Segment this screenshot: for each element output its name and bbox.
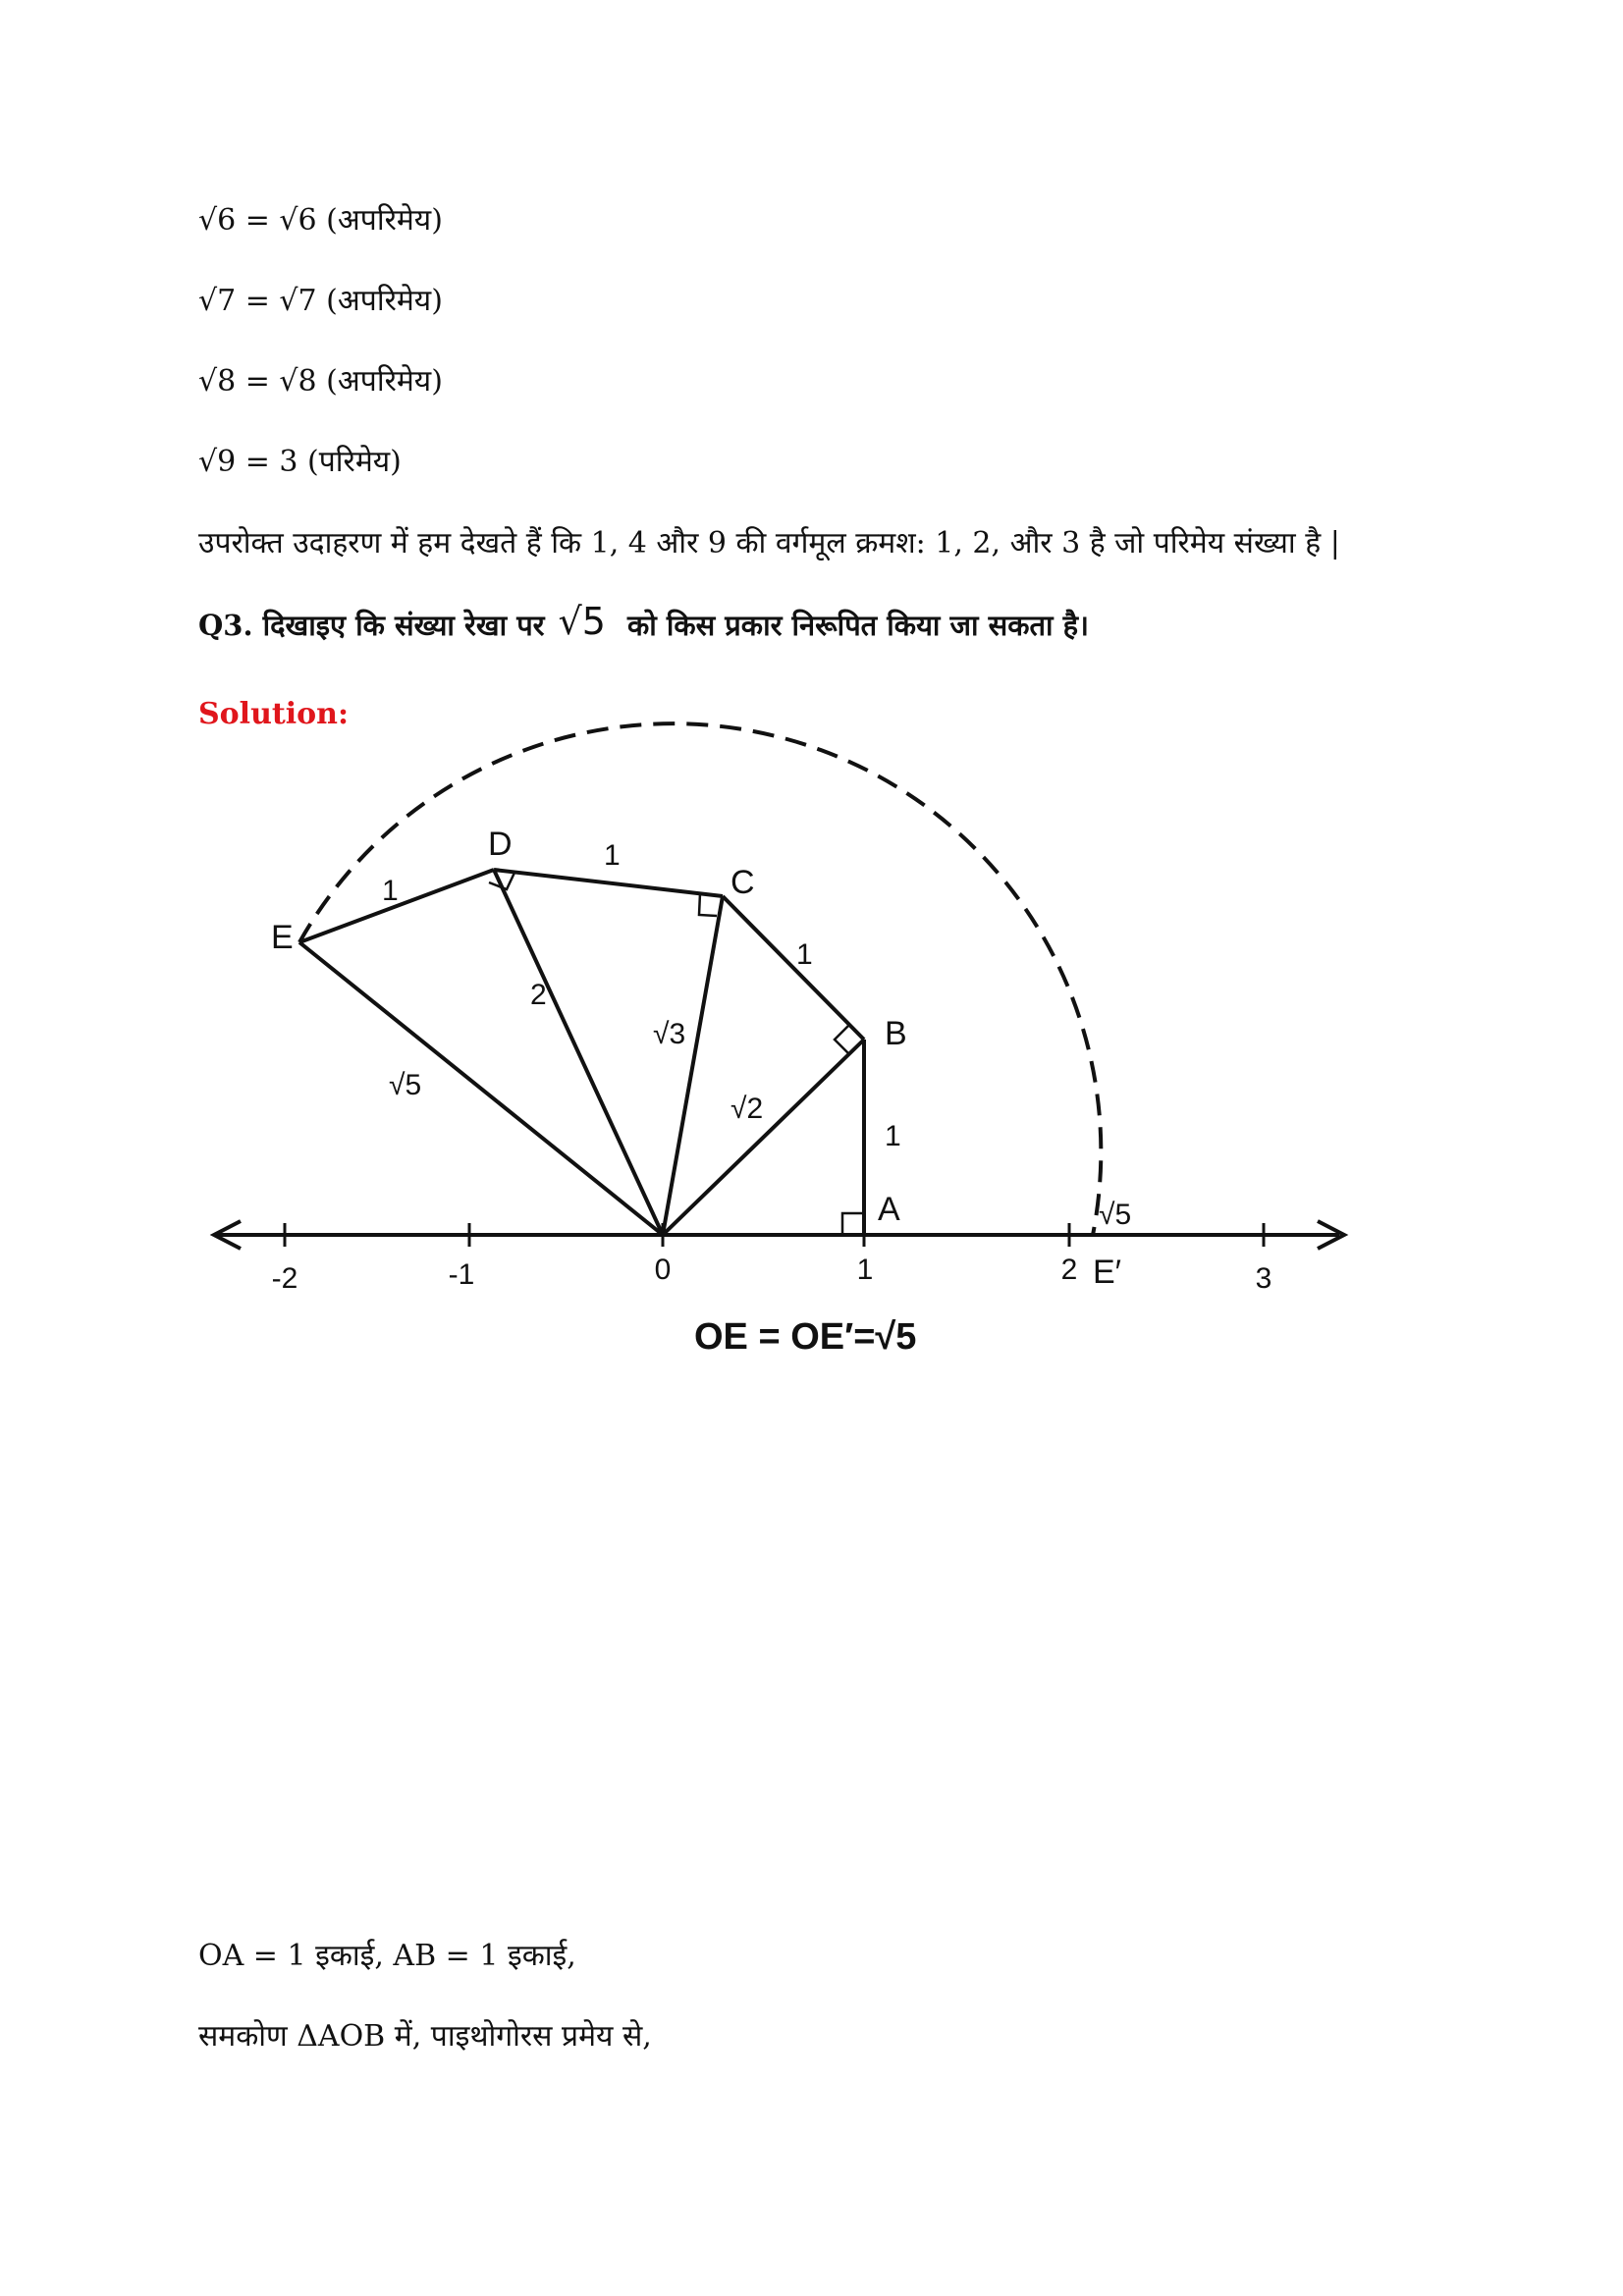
question-sqrt5: √5 bbox=[558, 600, 606, 643]
segment-CB bbox=[723, 896, 864, 1040]
question-prefix: Q3. दिखाइए कि संख्या रेखा पर bbox=[198, 609, 545, 642]
text-line-oa-ab: OA = 1 इकाई, AB = 1 इकाई, bbox=[198, 1939, 576, 1973]
tick-label: 3 bbox=[1255, 1262, 1272, 1295]
point-label-B: B bbox=[885, 1015, 907, 1052]
point-label-E: E bbox=[271, 919, 294, 956]
spokes-from-origin bbox=[299, 870, 864, 1235]
tick-label: -1 bbox=[448, 1258, 475, 1291]
solution-label: Solution: bbox=[198, 697, 350, 731]
segment-DC bbox=[494, 870, 723, 896]
point-label-D: D bbox=[488, 826, 513, 863]
tick-label: 2 bbox=[1060, 1254, 1078, 1286]
outer-edges bbox=[299, 870, 864, 1235]
segment-label-OC: √3 bbox=[653, 1018, 686, 1050]
text-line-pythagoras: समकोण ΔAOB में, पाइथोगोरस प्रमेय से, bbox=[198, 2019, 652, 2054]
text-line-conclusion: उपरोक्त उदाहरण में हम देखते हैं कि 1, 4 और 9 की वर्गमूल क्रमश: 1, 2, और 3 है जो परिमेय संख्या है | bbox=[198, 526, 1340, 561]
point-label-C: C bbox=[730, 864, 755, 901]
segment-label-ED: 1 bbox=[382, 875, 399, 907]
segment-label-DC: 1 bbox=[604, 839, 621, 872]
point-label-A: A bbox=[878, 1191, 900, 1228]
text-line-sqrt7: √7 = √7 (अपरिमेय) bbox=[198, 284, 443, 318]
segment-OD bbox=[494, 870, 663, 1235]
right-angle-marker-D bbox=[489, 873, 514, 889]
segment-label-OD: 2 bbox=[530, 979, 547, 1011]
right-angle-marker-A bbox=[842, 1213, 864, 1235]
tick-label: 1 bbox=[856, 1254, 874, 1286]
segment-label-BA: 1 bbox=[885, 1120, 901, 1152]
tick-label: 0 bbox=[654, 1254, 672, 1286]
segment-label-OB: √2 bbox=[730, 1093, 764, 1125]
text-line-sqrt6: √6 = √6 (अपरिमेय) bbox=[198, 203, 443, 238]
segment-OE bbox=[299, 942, 663, 1235]
right-angle-markers bbox=[489, 873, 864, 1235]
tick-label: -2 bbox=[271, 1262, 298, 1295]
segment-label-CB: 1 bbox=[796, 938, 813, 971]
dashed-arc bbox=[299, 723, 1101, 1235]
segment-label-OE: √5 bbox=[389, 1069, 422, 1101]
segment-label-arc-end: √5 bbox=[1099, 1199, 1132, 1231]
question-suffix: को किस प्रकार निरूपित किया जा सकता है। bbox=[626, 609, 1090, 642]
right-angle-marker-B bbox=[835, 1025, 849, 1054]
text-line-sqrt9: √9 = 3 (परिमेय) bbox=[198, 445, 402, 479]
figure-caption: OE = OE′=√5 bbox=[694, 1316, 917, 1358]
point-label-E-prime: E′ bbox=[1093, 1254, 1122, 1291]
text-line-sqrt8: √8 = √8 (अपरिमेय) bbox=[198, 364, 443, 399]
